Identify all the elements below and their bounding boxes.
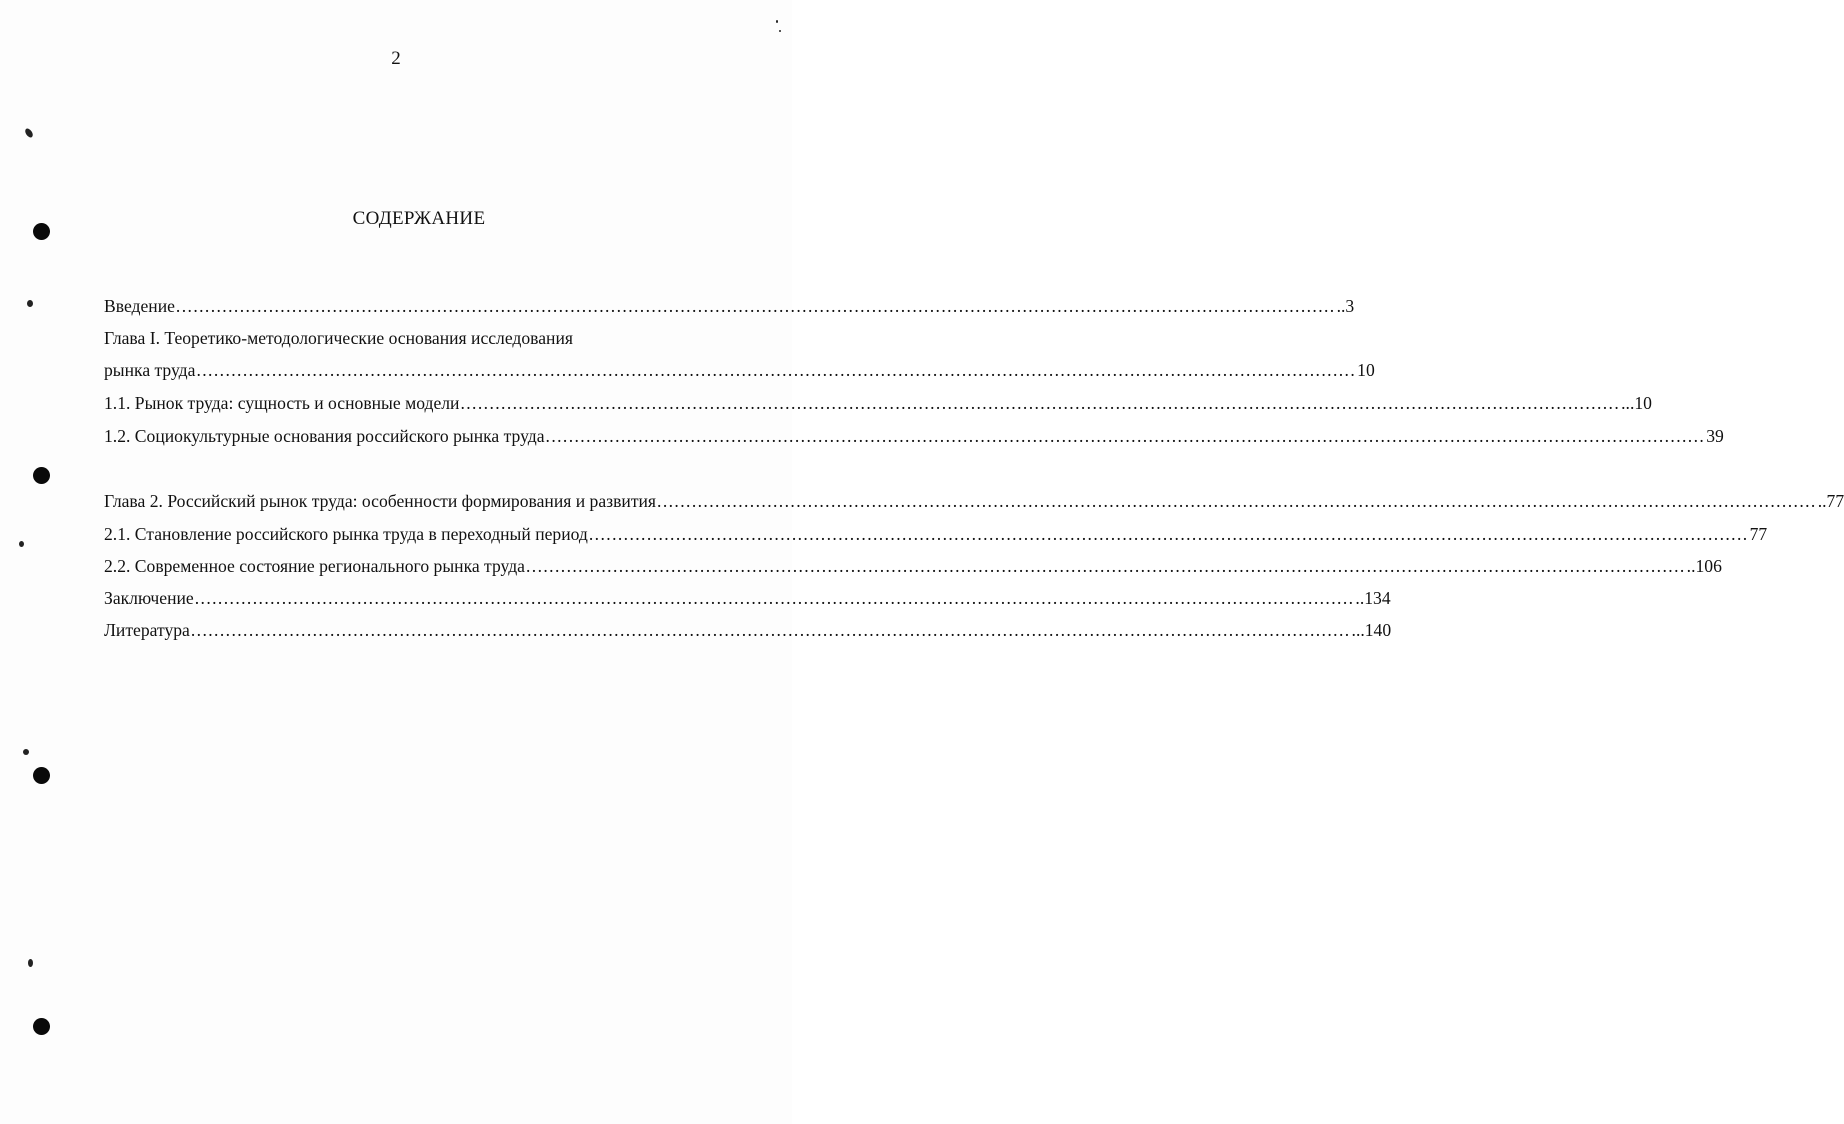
toc-entry-text: Глава I. Теоретико-методологические основания исследования xyxy=(104,328,573,348)
toc-leader-dots: ........................................................................................................................................................................................................ xyxy=(196,360,1357,380)
toc-leader-dots: ........................................................................................................................................................................................................ xyxy=(460,393,1621,413)
page-number: 2 xyxy=(391,48,401,69)
scan-mark xyxy=(19,541,24,547)
toc-entry-text: Глава 2. Российский рынок труда: особенности формирования и развития xyxy=(104,491,657,511)
toc-entry-page: ..106 xyxy=(1686,556,1722,576)
toc-leader-dots: ........................................................................................................................................................................................................ xyxy=(175,296,1336,316)
toc-entry-conclusion xyxy=(104,586,1391,610)
toc-entry-section-2-1 xyxy=(104,522,1768,546)
toc-entry-page: ..3 xyxy=(1336,296,1355,316)
toc-entry-page: 77 xyxy=(1749,524,1768,544)
toc-entry-text: Заключение xyxy=(104,588,194,608)
toc-leader-dots: ........................................................................................................................................................................................................ xyxy=(657,491,1817,511)
toc-entry-text: 1.2. Социокультурные основания российского рынка труда xyxy=(104,426,545,446)
punch-hole xyxy=(33,767,50,784)
toc-entry-page: ...10 xyxy=(1621,393,1652,413)
scan-mark xyxy=(776,20,778,23)
toc-entry-chapter-1-line-2 xyxy=(104,358,1375,382)
toc-entry-text: 1.1. Рынок труда: сущность и основные модели xyxy=(104,393,460,413)
toc-entry-page: ..134 xyxy=(1355,588,1391,608)
toc-entry-page: 39 xyxy=(1706,426,1724,446)
scan-mark xyxy=(27,300,33,307)
toc-leader-dots: ........................................................................................................................................................................................................ xyxy=(194,588,1355,608)
toc-entry-text: Литература xyxy=(104,620,190,640)
toc-leader-dots: ........................................................................................................................................................................................................ xyxy=(190,620,1351,640)
punch-hole xyxy=(33,467,50,484)
punch-hole xyxy=(33,1018,50,1035)
toc-entry-text: 2.1. Становление российского рынка труда в переходный период xyxy=(104,524,588,544)
toc-entry-page: ...140 xyxy=(1351,620,1392,640)
toc-entry-chapter-1-line-1 xyxy=(104,326,724,350)
toc-entry-text: рынка труда xyxy=(104,360,196,380)
toc-leader-dots: ........................................................................................................................................................................................................ xyxy=(588,524,1749,544)
toc-entry-section-1-1 xyxy=(104,391,1652,415)
toc-entry-section-2-2 xyxy=(104,554,1722,578)
toc-title: СОДЕРЖАНИЕ xyxy=(352,208,486,229)
toc-entry-page: ..77 xyxy=(1817,491,1844,511)
scan-mark xyxy=(28,959,33,967)
scan-mark xyxy=(779,30,781,32)
toc-entry-literature xyxy=(104,618,1392,642)
toc-entry-text: 2.2. Современное состояние регионального рынка труда xyxy=(104,556,525,576)
toc-leader-dots: ........................................................................................................................................................................................................ xyxy=(525,556,1686,576)
punch-hole xyxy=(33,223,50,240)
toc-entry-section-1-2 xyxy=(104,424,1724,448)
toc-entry-page: 10 xyxy=(1357,360,1375,380)
toc-entry-chapter-2 xyxy=(104,489,1844,513)
scan-mark xyxy=(23,749,29,755)
toc-entry-introduction xyxy=(104,294,1355,318)
toc-leader-dots: ........................................................................................................................................................................................................ xyxy=(545,426,1706,446)
toc-entry-text: Введение xyxy=(104,296,175,316)
scan-mark xyxy=(24,127,35,139)
